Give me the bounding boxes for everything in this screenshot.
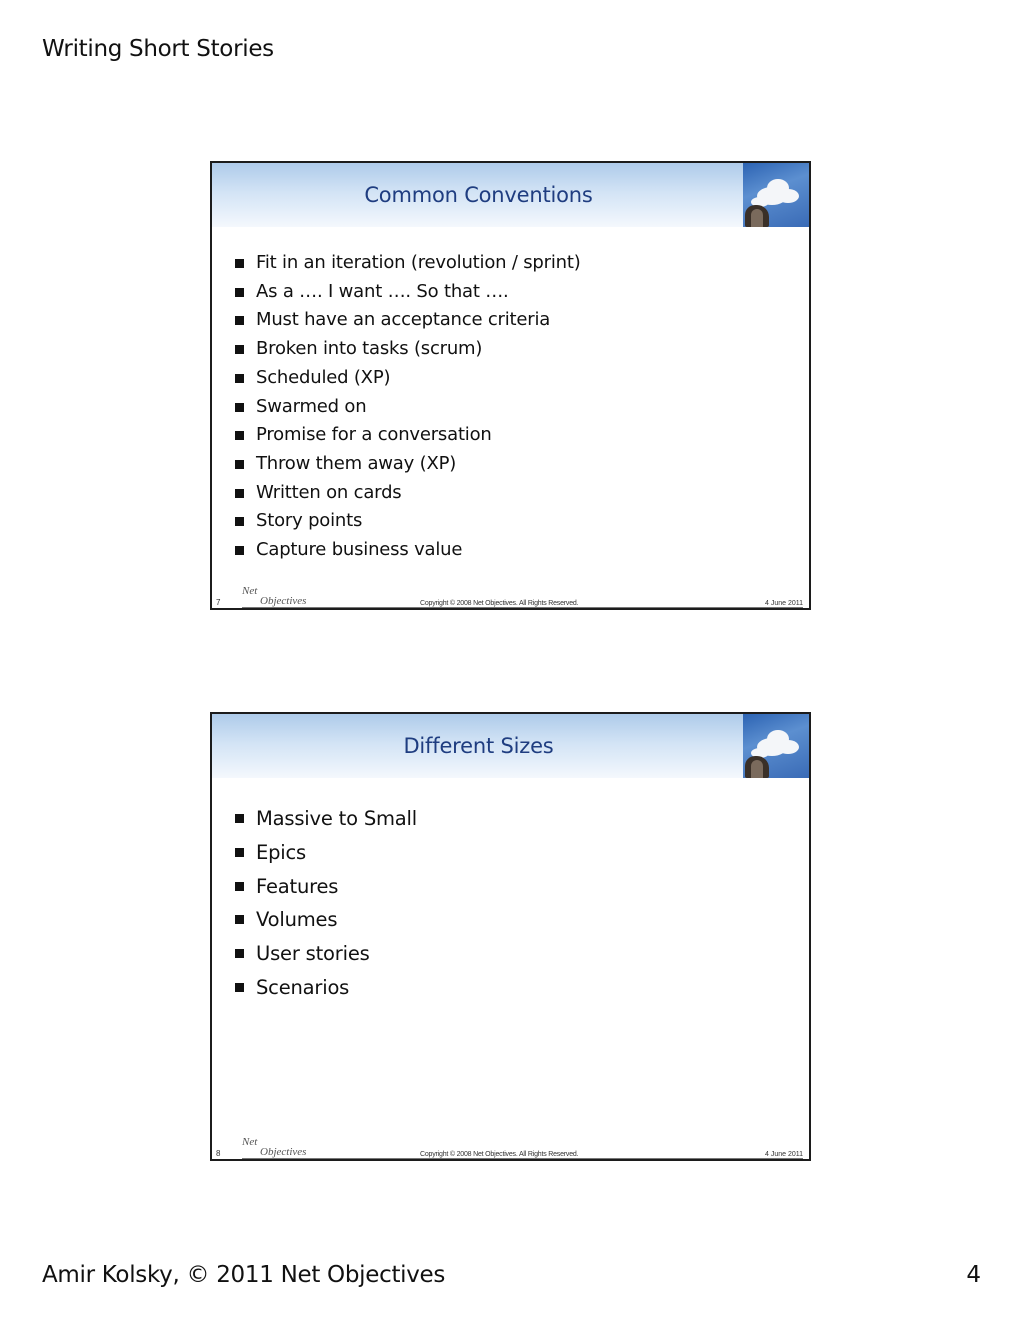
bullet-text: Scenarios	[256, 975, 350, 999]
bullet-text: Volumes	[256, 908, 338, 932]
document-header: Writing Short Stories	[42, 36, 274, 62]
list-item	[234, 335, 581, 364]
slide-different-sizes	[210, 712, 811, 1161]
bullet-text: Massive to Small	[256, 807, 417, 830]
logo-text-bottom: Objectives	[260, 1146, 307, 1158]
slide-footer	[212, 1135, 809, 1159]
list-item	[234, 903, 417, 937]
slide-title: Different Sizes	[403, 734, 554, 758]
square-bullet-icon	[235, 345, 244, 354]
bullet-text: Must have an acceptance criteria	[256, 309, 551, 331]
slide-copyright: Copyright © 2008 Net Objectives. All Rights Reserved.	[420, 1151, 579, 1158]
list-item	[234, 450, 581, 479]
footer-divider	[242, 1158, 803, 1159]
sky-hand-photo	[743, 714, 809, 778]
square-bullet-icon	[235, 814, 244, 823]
list-item	[234, 249, 581, 278]
document-footer-author: Amir Kolsky, © 2011 Net Objectives	[42, 1262, 446, 1288]
bullet-text: User stories	[256, 942, 370, 966]
bullet-text: Epics	[256, 840, 306, 864]
slide-date: 4 June 2011	[764, 1151, 803, 1158]
bullet-text: Fit in an iteration (revolution / sprint)	[256, 252, 581, 273]
square-bullet-icon	[235, 431, 244, 440]
footer-divider	[242, 607, 803, 608]
square-bullet-icon	[235, 460, 244, 469]
square-bullet-icon	[235, 848, 244, 857]
bullet-text: Scheduled (XP)	[256, 366, 391, 388]
square-bullet-icon	[235, 374, 244, 383]
bullet-text: Throw them away (XP)	[256, 452, 457, 474]
bullet-text: Promise for a conversation	[256, 424, 492, 446]
list-item	[234, 836, 417, 870]
square-bullet-icon	[235, 882, 244, 891]
bullet-text: As a …. I want …. So that ….	[256, 280, 509, 302]
sky-hand-photo	[743, 163, 809, 227]
list-item	[234, 937, 417, 971]
square-bullet-icon	[235, 403, 244, 412]
bullet-text: Features	[256, 874, 339, 898]
list-item	[234, 507, 581, 536]
square-bullet-icon	[235, 983, 244, 992]
list-item	[234, 479, 581, 508]
list-item	[234, 536, 581, 565]
net-objectives-logo	[242, 586, 306, 606]
page-number: 4	[966, 1262, 981, 1288]
slide-number: 8	[216, 1149, 221, 1158]
square-bullet-icon	[235, 288, 244, 297]
slide-common-conventions	[210, 161, 811, 610]
list-item	[234, 306, 581, 335]
bullet-text: Written on cards	[256, 481, 402, 503]
list-item	[234, 971, 417, 1005]
bullet-list	[234, 802, 417, 1005]
square-bullet-icon	[235, 517, 244, 526]
square-bullet-icon	[235, 949, 244, 958]
bullet-list	[234, 249, 581, 565]
slide-footer	[212, 584, 809, 608]
bullet-text: Story points	[256, 510, 363, 532]
logo-text-bottom: Objectives	[260, 595, 307, 607]
list-item	[234, 421, 581, 450]
list-item	[234, 393, 581, 422]
list-item	[234, 364, 581, 393]
list-item	[234, 802, 417, 836]
net-objectives-logo	[242, 1137, 306, 1157]
slide-copyright: Copyright © 2008 Net Objectives. All Rights Reserved.	[420, 600, 579, 607]
bullet-text: Swarmed on	[256, 395, 367, 417]
square-bullet-icon	[235, 316, 244, 325]
slide-title: Common Conventions	[364, 183, 593, 207]
square-bullet-icon	[235, 259, 244, 268]
list-item	[234, 870, 417, 904]
logo-text-top: Net	[242, 1136, 258, 1148]
square-bullet-icon	[235, 915, 244, 924]
square-bullet-icon	[235, 489, 244, 498]
square-bullet-icon	[235, 546, 244, 555]
bullet-text: Broken into tasks (scrum)	[256, 338, 483, 360]
bullet-text: Capture business value	[256, 539, 463, 561]
logo-text-top: Net	[242, 585, 258, 597]
slide-date: 4 June 2011	[764, 600, 803, 607]
list-item	[234, 278, 581, 307]
slide-number: 7	[216, 598, 221, 607]
